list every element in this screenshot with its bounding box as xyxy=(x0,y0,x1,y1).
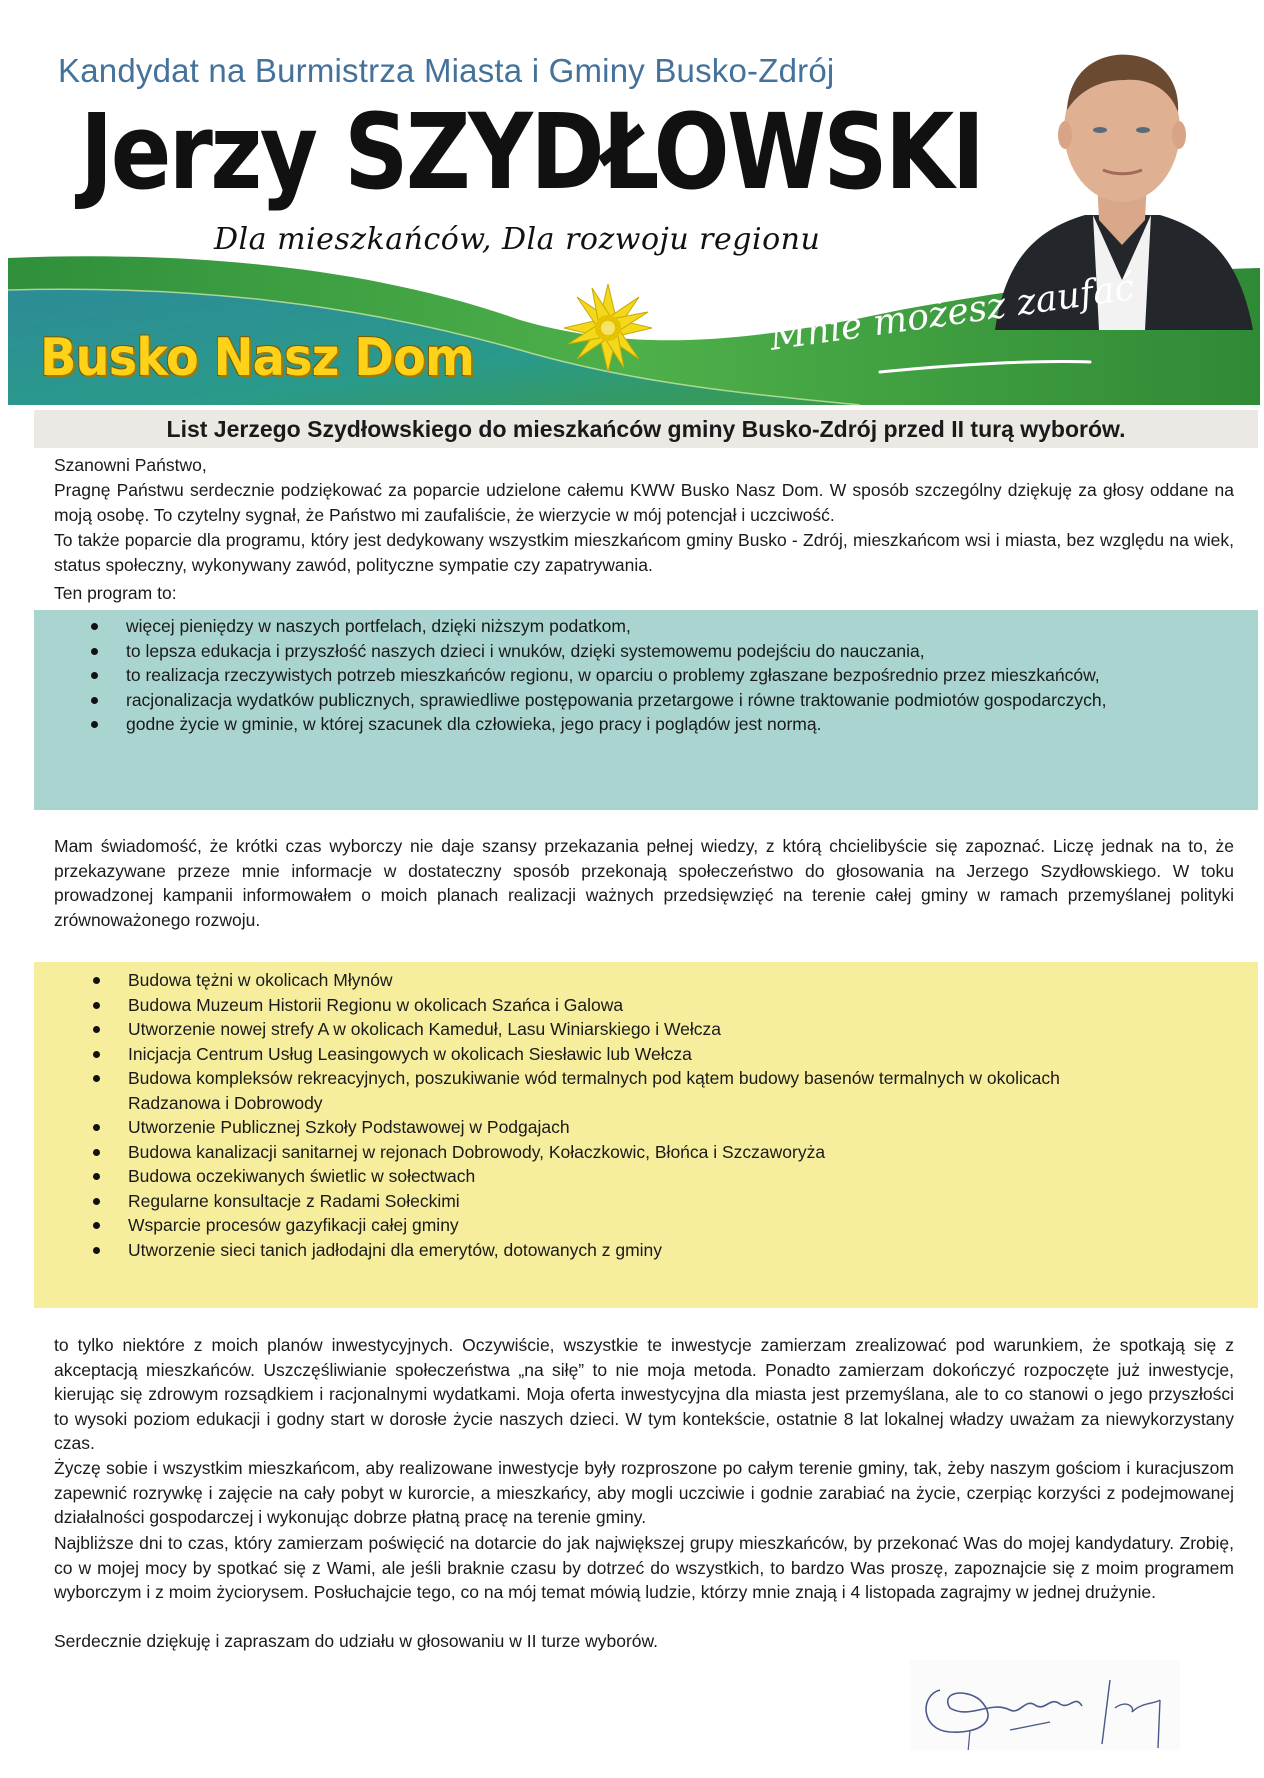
closing-paragraph-2: Życzę sobie i wszystkim mieszkańcom, aby realizowane inwestycje były rozproszone po całym terenie gminy, tak, żeby naszym gościom i kuracjuszom zapewnić rozrywkę i zajęcie na cały pobyt w kurorcie, a mieszkańcy, aby mogli uczciwie i godnie zarabiać na życie, czerpiąc korzyści z podejmowanej działalności gospodarczej i wykonując dobrze płatną pracę na terenie gminy. xyxy=(54,1458,1234,1527)
program-lead: Ten program to: xyxy=(54,583,177,603)
investment-item: Inicjacja Centrum Usług Leasingowych w okolicach Siesławic lub Wełcza xyxy=(128,1042,1198,1067)
bullet-icon xyxy=(93,977,100,984)
letter-title: List Jerzego Szydłowskiego do mieszkańców gminy Busko-Zdrój przed II turą wyborów. xyxy=(166,416,1126,442)
bullet-icon xyxy=(93,1124,100,1131)
bullet-icon xyxy=(93,1173,100,1180)
bullet-icon xyxy=(93,1149,100,1156)
investment-item: Budowa kanalizacji sanitarnej w rejonach Dobrowody, Kołaczkowic, Błońca i Szczaworyża xyxy=(128,1140,1198,1165)
investment-item: Utworzenie Publicznej Szkoły Podstawowej w Podgajach xyxy=(128,1115,1198,1140)
investment-list xyxy=(128,968,1198,1262)
bullet-icon xyxy=(93,1026,100,1033)
slogan-secondary: Mnie możesz zaufać xyxy=(767,267,1138,359)
intro-paragraph-1: Pragnę Państwu serdecznie podziękować za poparcie udzielone całemu KWW Busko Nasz Dom. W sposób szczególny dziękuję za głosy oddane na moją osobę. To czytelny sygnał, że Państwo mi zaufaliście, że wierzycie w mój potencjał i uczciwość. xyxy=(54,480,1234,525)
letter-title-bar xyxy=(34,410,1258,448)
investment-item: Regularne konsultacje z Radami Sołeckimi xyxy=(128,1189,1198,1214)
candidate-name: Jerzy SZYDŁOWSKI xyxy=(80,91,983,213)
bullet-icon xyxy=(93,1075,100,1082)
program-item: racjonalizacja wydatków publicznych, sprawiedliwe postępowania przetargowe i równe traktowanie podmiotów gospodarczych, xyxy=(126,688,1196,713)
program-item: godne życie w gminie, w której szacunek dla człowieka, jego pracy i poglądów jest normą. xyxy=(126,712,1196,737)
bullet-icon xyxy=(91,623,98,630)
bullet-icon xyxy=(93,1222,100,1229)
program-item: więcej pieniędzy w naszych portfelach, dzięki niższym podatkom, xyxy=(126,614,1196,639)
investment-item: Budowa Muzeum Historii Regionu w okolicach Szańca i Galowa xyxy=(128,993,1198,1018)
party-logo: Busko Nasz Dom xyxy=(40,328,474,388)
closing-paragraph-1: to tylko niektóre z moich planów inwestycyjnych. Oczywiście, wszystkie te inwestycje zamierzam zrealizować pod warunkiem, że spotkają się z akceptacją mieszkańców. Uszczęśliwianie społeczeństwa „na siłę” to nie moja metoda. Ponadto zamierzam dokończyć rozpoczęte już inwestycje, kierując się zdrowym rozsądkiem i racjonalnymi wydatkami. Moja oferta inwestycyjna dla miasta jest przemyślana, ale to co stanowi o jego przyszłości to wysoki poziom edukacji i godny start w dorosłe życie naszych dzieci. W tym kontekście, ostatnie 8 lat lokalnej władzy uważam za niewykorzystany czas. xyxy=(54,1335,1234,1453)
program-item: to realizacja rzeczywistych potrzeb mieszkańców regionu, w oparciu o problemy zgłaszane bezpośrednio przez mieszkańców, xyxy=(126,663,1196,688)
awareness-paragraph: Mam świadomość, że krótki czas wyborczy nie daje szansy przekazania pełnej wiedzy, z którą chcielibyście się zapoznać. Liczę jednak na to, że przekazywane przeze mnie informacje w dostateczny sposób przekonają społeczeństwo do głosowania na Jerzego Szydłowskiego. W toku prowadzonej kampanii informowałem o moich planach realizacji ważnych przedsięwzięć na terenie całej gminy w ramach przemyślanej polityki zrównoważonego rozwoju. xyxy=(54,836,1234,930)
investment-item: Utworzenie sieci tanich jadłodajni dla emerytów, dotowanych z gminy xyxy=(128,1238,1198,1263)
program-item: to lepsza edukacja i przyszłość naszych dzieci i wnuków, dzięki systemowemu podejściu do nauczania, xyxy=(126,639,1196,664)
bullet-icon xyxy=(93,1051,100,1058)
handwritten-signature xyxy=(910,1660,1180,1750)
investment-item: Budowa oczekiwanych świetlic w sołectwach xyxy=(128,1164,1198,1189)
investment-item: Utworzenie nowej strefy A w okolicach Kameduł, Lasu Winiarskiego i Wełcza xyxy=(128,1017,1198,1042)
slogan-primary: Dla mieszkańców, Dla rozwoju regionu xyxy=(214,222,821,257)
intro-paragraph-2: To także poparcie dla programu, który jest dedykowany wszystkim mieszkańcom gminy Busko - Zdrój, mieszkańcom wsi i miasta, bez względu na wiek, status społeczny, wykonywany zawód, polityczne sympatie czy zapatrywania. xyxy=(54,530,1234,575)
closing-paragraph-4: Serdecznie dziękuję i zapraszam do udziału w głosowaniu w II turze wyborów. xyxy=(54,1631,659,1651)
program-list xyxy=(126,614,1196,737)
bullet-icon xyxy=(91,672,98,679)
bullet-icon xyxy=(91,648,98,655)
flower-icon xyxy=(564,284,652,372)
bullet-icon xyxy=(91,721,98,728)
campaign-header xyxy=(0,0,1264,410)
investment-item: Budowa tężni w okolicach Młynów xyxy=(128,968,1198,993)
bullet-icon xyxy=(93,1198,100,1205)
bullet-icon xyxy=(91,697,98,704)
bullet-icon xyxy=(93,1002,100,1009)
bullet-icon xyxy=(93,1247,100,1254)
closing-paragraph-3: Najbliższe dni to czas, który zamierzam poświęcić na dotarcie do jak największej grupy mieszkańców, by przekonać Was do mojej kandydatury. Zrobię, co w mojej mocy by spotkać się z Wami, ale jeśli braknie czasu by dotrzeć do wszystkich, to bardzo Was proszę, zapoznajcie się z moim programem wyborczym i z moim życiorysem. Posłuchajcie tego, co na mój temat mówią ludzie, którzy mnie znają i 4 listopada zagrajmy w jednej drużynie. xyxy=(54,1533,1234,1602)
investment-item: Budowa kompleksów rekreacyjnych, poszukiwanie wód termalnych pod kątem budowy basenów termalnych w okolicach Radzanowa i Dobrowody xyxy=(128,1066,1108,1115)
investment-item: Wsparcie procesów gazyfikacji całej gminy xyxy=(128,1213,1198,1238)
salutation: Szanowni Państwo, xyxy=(54,455,207,475)
candidate-office-kicker: Kandydat na Burmistrza Miasta i Gminy Busko-Zdrój xyxy=(58,52,835,89)
